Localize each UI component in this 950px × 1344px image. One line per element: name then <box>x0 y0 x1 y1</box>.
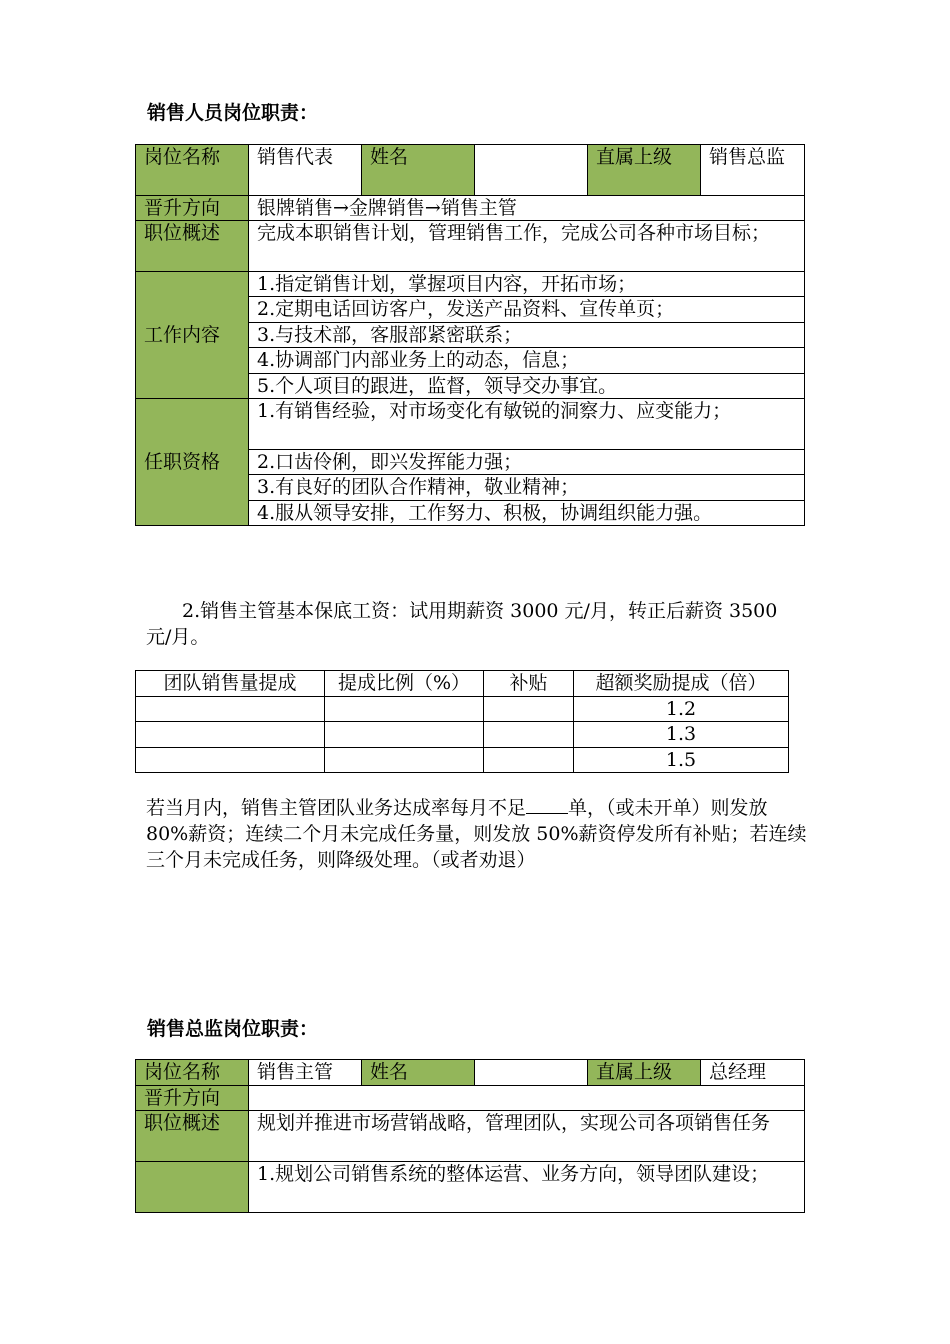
commission-header: 团队销售量提成 <box>136 671 325 697</box>
work-item: 1.规划公司销售系统的整体运营、业务方向，领导团队建设； <box>249 1162 805 1213</box>
fill-blank <box>526 795 568 814</box>
commission-cell <box>325 722 484 748</box>
name-value <box>475 145 588 196</box>
salary-paragraph: 2.销售主管基本保底工资：试用期薪资 3000 元/月，转正后薪资 3500 元/月。 <box>146 600 778 648</box>
commission-header: 提成比例（%） <box>325 671 484 697</box>
commission-table <box>135 670 789 773</box>
commission-cell <box>325 697 484 722</box>
commission-header: 补贴 <box>484 671 574 697</box>
superior-label: 直属上级 <box>588 145 701 196</box>
promotion-label: 晋升方向 <box>136 1086 249 1111</box>
overview-value: 完成本职销售计划，管理销售工作，完成公司各种市场目标； <box>249 221 805 272</box>
promotion-label: 晋升方向 <box>136 196 249 221</box>
commission-cell <box>484 748 574 773</box>
promotion-value: 银牌销售→金牌销售→销售主管 <box>249 196 805 221</box>
section1-title: 销售人员岗位职责： <box>147 102 319 124</box>
commission-cell <box>484 722 574 748</box>
qualification-item: 3.有良好的团队合作精神，敬业精神； <box>249 475 805 501</box>
work-item: 1.指定销售计划，掌握项目内容，开拓市场； <box>249 272 805 297</box>
overview-label: 职位概述 <box>136 221 249 272</box>
commission-multiplier: 1.2 <box>574 697 789 722</box>
commission-cell <box>136 697 325 722</box>
commission-multiplier: 1.3 <box>574 722 789 748</box>
superior-value: 销售总监 <box>701 145 805 196</box>
sales-rep-duty-table <box>135 144 805 526</box>
position-label: 岗位名称 <box>136 1060 249 1086</box>
commission-cell <box>136 722 325 748</box>
rule-text-part1: 若当月内，销售主管团队业务达成率每月不足 <box>146 797 527 819</box>
commission-header: 超额奖励提成（倍） <box>574 671 789 697</box>
name-label: 姓名 <box>362 1060 475 1086</box>
position-value: 销售主管 <box>249 1060 362 1086</box>
work-label: 工作内容 <box>136 272 249 399</box>
overview-value: 规划并推进市场营销战略，管理团队，实现公司各项销售任务 <box>249 1111 805 1162</box>
overview-label: 职位概述 <box>136 1111 249 1162</box>
position-label: 岗位名称 <box>136 145 249 196</box>
name-label: 姓名 <box>362 145 475 196</box>
qualification-item: 2.口齿伶俐，即兴发挥能力强； <box>249 450 805 475</box>
work-item: 5.个人项目的跟进，监督，领导交办事宜。 <box>249 374 805 399</box>
rule-paragraph <box>146 795 812 873</box>
sales-director-duty-table <box>135 1059 805 1213</box>
work-label <box>136 1162 249 1213</box>
work-item: 2.定期电话回访客户，发送产品资料、宣传单页； <box>249 297 805 323</box>
section2-title: 销售总监岗位职责： <box>147 1018 319 1040</box>
work-item: 3.与技术部，客服部紧密联系； <box>249 323 805 348</box>
qualification-item: 1.有销售经验，对市场变化有敏锐的洞察力、应变能力； <box>249 399 805 450</box>
commission-multiplier: 1.5 <box>574 748 789 773</box>
position-value: 销售代表 <box>249 145 362 196</box>
commission-cell <box>325 748 484 773</box>
qualification-label: 任职资格 <box>136 399 249 526</box>
superior-value: 总经理 <box>701 1060 805 1086</box>
superior-label: 直属上级 <box>588 1060 701 1086</box>
name-value <box>475 1060 588 1086</box>
commission-cell <box>484 697 574 722</box>
promotion-value <box>249 1086 805 1111</box>
qualification-item: 4.服从领导安排，工作努力、积极，协调组织能力强。 <box>249 501 805 526</box>
work-item: 4.协调部门内部业务上的动态，信息； <box>249 348 805 374</box>
rule-text-part2: 单，（或未开单）则发放 80%薪资；连续二个月未完成任务量，则发放 50%薪资停发所有补贴；若连续三个月未完成任务，则降级处理。（或者劝退） <box>146 797 807 871</box>
commission-cell <box>136 748 325 773</box>
